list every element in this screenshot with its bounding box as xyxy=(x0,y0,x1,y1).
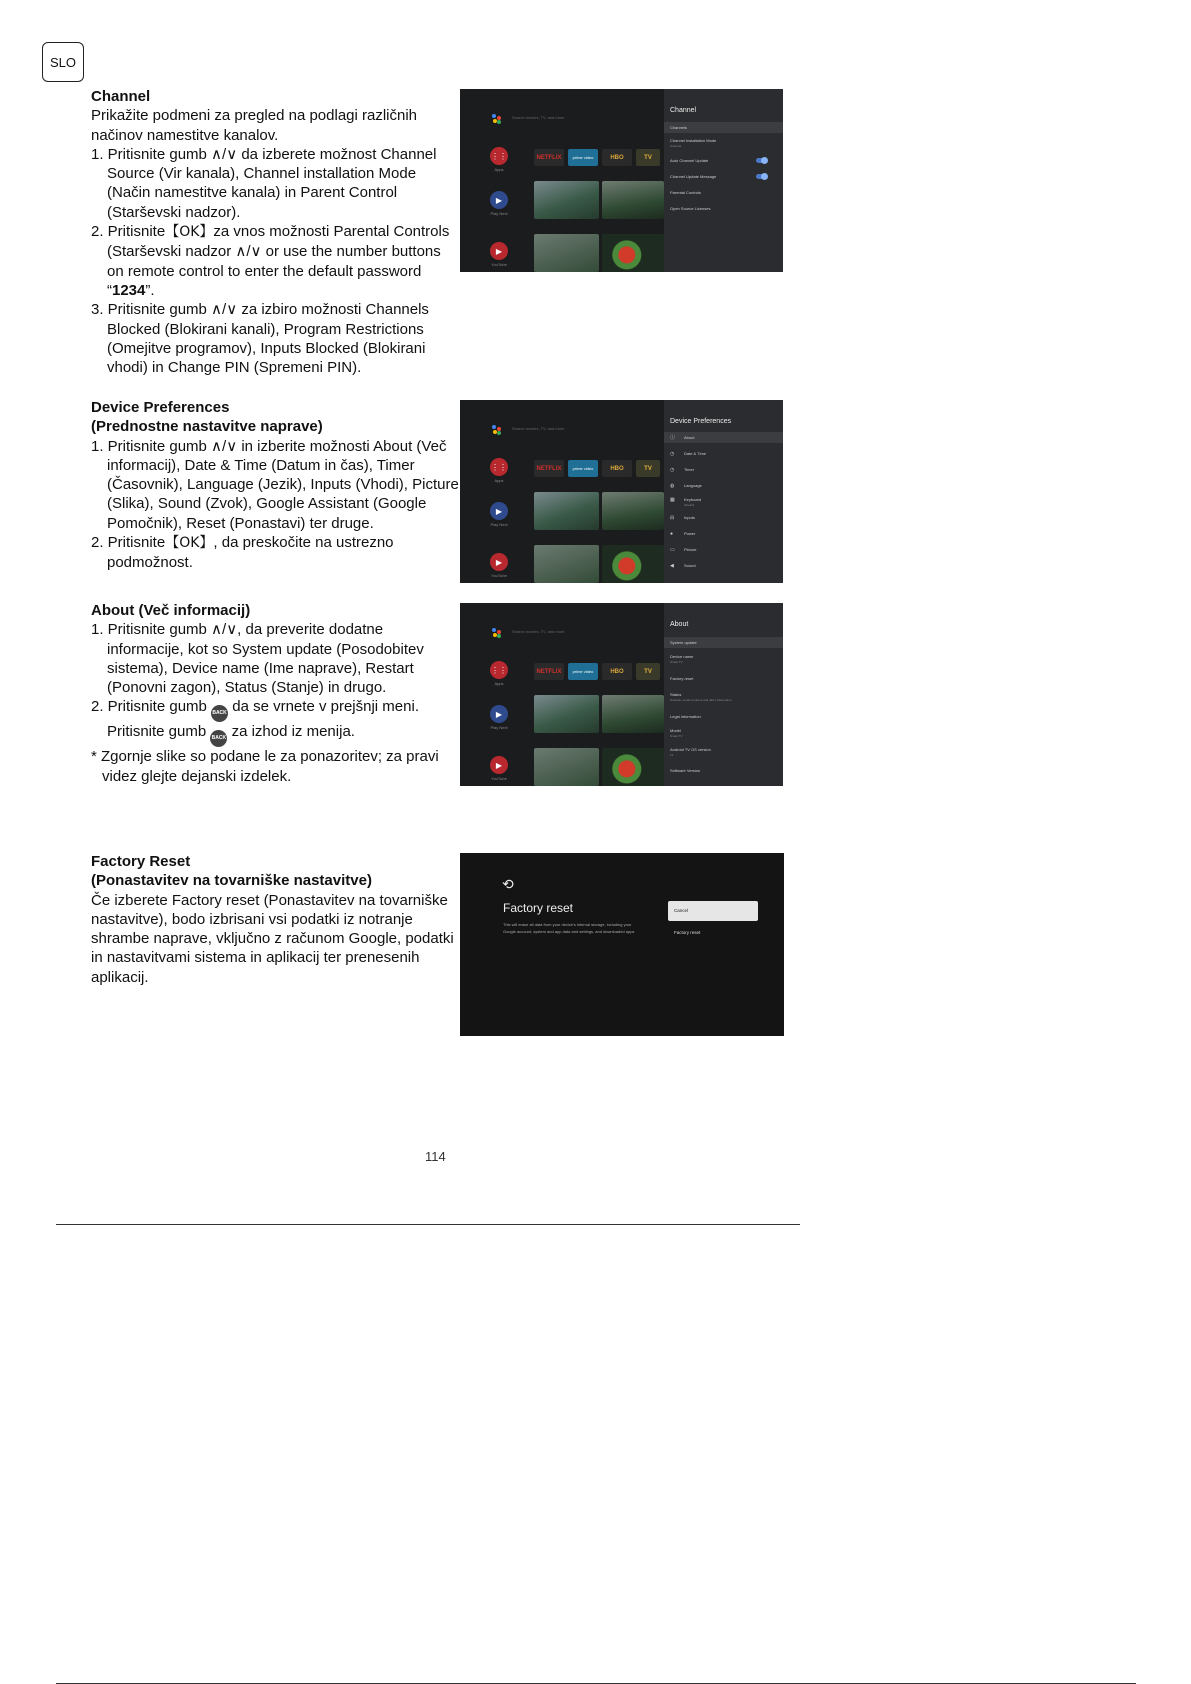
menu-item-licenses[interactable] xyxy=(664,203,783,214)
youtube-icon: ▶ xyxy=(490,756,508,774)
menu-item-language[interactable] xyxy=(664,480,783,491)
menu-item-label: Status xyxy=(670,692,682,697)
apps-label: Apps xyxy=(494,681,504,686)
menu-item-value: Gboard xyxy=(684,503,695,507)
reset-icon: ⟲ xyxy=(502,877,514,893)
tv-screenshot-factory-reset xyxy=(460,853,784,1036)
search-hint: Search movies, TV, and more xyxy=(512,426,565,431)
lake-thumbnail-2 xyxy=(534,545,599,583)
menu-item-label: About xyxy=(684,435,695,440)
google-assistant-icon xyxy=(492,628,502,638)
apps-label: Apps xyxy=(494,167,504,172)
channel-steps xyxy=(91,145,461,378)
device-prefs-step-1: 1. Pritisnite gumb ∧/∨ in izberite možnosti About (Več informacij), Date & Time (Datum in čas), Timer (Časovnik), Language (Jezik), Inputs (Vhodi), Picture (Slika), Sound (Zvok), Google Assistant (Google Pomočnik), Reset (Ponastavi) ter druge. xyxy=(91,437,459,532)
google-assistant-icon xyxy=(492,425,502,435)
apps-icon: ⋮⋮ xyxy=(490,458,508,476)
play-icon: ▶ xyxy=(490,502,508,520)
menu-item-model[interactable] xyxy=(664,727,783,741)
menu-item-label: Parental Controls xyxy=(670,190,701,195)
play-next-shortcut xyxy=(488,502,510,527)
menu-item-label: Device name xyxy=(670,654,694,659)
channel-section xyxy=(91,87,461,377)
parrot-thumbnail xyxy=(602,748,664,786)
factory-reset-section xyxy=(91,852,461,987)
youtube-shortcut xyxy=(488,756,510,781)
play-next-label: Play Next xyxy=(490,522,508,527)
lake-thumbnail-2 xyxy=(534,748,599,786)
step-text: za vnos možnosti Parental Controls (Starševski nadzor ∧/∨ or use the number buttons on remote control to enter the default password “ xyxy=(107,223,450,299)
tv-screenshot-about xyxy=(460,603,783,786)
ok-key-label: 【OK】 xyxy=(165,224,214,241)
netflix-tile: NETFLIX xyxy=(534,663,564,680)
panel-title: Device Preferences xyxy=(670,418,732,425)
menu-item-label: Channels xyxy=(670,125,687,130)
menu-item-parental-controls[interactable] xyxy=(664,187,783,198)
menu-item-label: Power xyxy=(684,531,696,536)
parrot-thumbnail xyxy=(602,234,664,272)
power-icon: ● xyxy=(670,531,674,537)
tv-tile: TV xyxy=(636,663,660,680)
prime-tile: prime video xyxy=(568,460,598,477)
factory-reset-title: Factory reset xyxy=(503,901,574,915)
menu-item-label: Factory reset xyxy=(670,676,694,681)
step-text: , da preskočite na ustrezno podmožnost. xyxy=(107,534,394,572)
step-text: Pritisnite gumb xyxy=(107,723,207,741)
forest-thumbnail xyxy=(602,492,664,530)
youtube-label: YouTube xyxy=(491,573,507,578)
globe-icon: ◍ xyxy=(670,483,675,489)
menu-item-channels[interactable] xyxy=(664,122,783,133)
lake-thumbnail xyxy=(534,181,599,219)
tv-screenshot-channel xyxy=(460,89,783,272)
device-preferences-section xyxy=(91,398,461,573)
menu-item-label: Channel Update Message xyxy=(670,174,717,179)
youtube-shortcut xyxy=(488,242,510,267)
lake-thumbnail-2 xyxy=(534,234,599,272)
netflix-tile: NETFLIX xyxy=(534,460,564,477)
channel-step-1: 1. Pritisnite gumb ∧/∨ da izberete možnost Channel Source (Vir kanala), Channel installation Mode (Način namestitve kanala) in Parent Control (Starševski nadzor). xyxy=(91,145,437,221)
play-next-shortcut xyxy=(488,191,510,216)
apps-shortcut xyxy=(488,147,510,172)
about-step-2 xyxy=(91,697,461,747)
speaker-icon: ◀ xyxy=(670,563,674,569)
lake-thumbnail xyxy=(534,492,599,530)
hbo-tile: HBO xyxy=(602,663,632,680)
prime-tile: prime video xyxy=(568,149,598,166)
menu-item-timer[interactable] xyxy=(664,464,783,475)
menu-item-label: Language xyxy=(684,483,702,488)
panel-title: About xyxy=(670,621,689,628)
menu-item-inputs[interactable] xyxy=(664,512,783,523)
factory-body: Če izberete Factory reset (Ponastavitev na tovarniške nastavitve), bodo izbrisani vsi podatki iz notranje shrambe naprave, vključno z računom Google, podatki in nastavitvami sistema in aplikacij ter prenesenih aplikacij. xyxy=(91,891,454,986)
menu-item-label: Sound xyxy=(684,563,696,568)
lake-thumbnail xyxy=(534,695,599,733)
clock-icon: ◷ xyxy=(670,451,675,457)
forest-thumbnail xyxy=(602,695,664,733)
menu-item-value: Antenna xyxy=(670,144,682,148)
keyboard-icon: ▦ xyxy=(670,497,675,503)
step-text: ”. xyxy=(145,281,155,299)
default-password: 1234 xyxy=(112,281,146,299)
menu-item-about[interactable] xyxy=(664,432,783,443)
channel-step-2 xyxy=(91,222,461,300)
factory-heading: Factory Reset xyxy=(91,853,191,870)
youtube-icon: ▶ xyxy=(490,242,508,260)
menu-item-status[interactable] xyxy=(664,691,783,705)
menu-item-label: Auto Channel Update xyxy=(670,158,709,163)
about-step-1: 1. Pritisnite gumb ∧/∨, da preverite dodatne informacije, kot so System update (Posodobitev sistema), Device name (Ime naprave), Restart (Ponovni zagon), Status (Stanje) in drugo. xyxy=(91,621,424,697)
menu-item-label: Keyboard xyxy=(684,497,702,502)
menu-item-label: Picture xyxy=(684,547,697,552)
step-text: za izhod iz menija. xyxy=(231,723,355,741)
search-hint: Search movies, TV, and more xyxy=(512,629,565,634)
menu-item-installation-mode[interactable] xyxy=(664,137,783,151)
back-button-icon: BACK xyxy=(210,730,227,747)
input-icon: ⊟ xyxy=(670,515,675,521)
search-hint: Search movies, TV, and more xyxy=(512,115,565,120)
step-text: 2. Pritisnite gumb xyxy=(91,698,207,716)
factory-reset-option[interactable]: Factory reset xyxy=(674,930,701,935)
menu-item-factory-reset[interactable] xyxy=(664,673,783,684)
menu-item-label: Timer xyxy=(684,467,695,472)
netflix-tile: NETFLIX xyxy=(534,149,564,166)
forest-thumbnail xyxy=(602,181,664,219)
menu-item-label: System update xyxy=(670,640,697,645)
channel-panel xyxy=(664,89,783,272)
menu-item-power[interactable] xyxy=(664,528,783,539)
apps-shortcut xyxy=(488,458,510,483)
illustration-note: * Zgornje slike so podane le za ponazoritev; za pravi videz glejte dejanski izdelek. xyxy=(91,748,439,785)
hbo-tile: HBO xyxy=(602,460,632,477)
device-prefs-subheading: (Prednostne nastavitve naprave) xyxy=(91,418,323,436)
menu-item-label: Inputs xyxy=(684,515,695,520)
play-next-label: Play Next xyxy=(490,725,508,730)
channel-step-3: 3. Pritisnite gumb ∧/∨ za izbiro možnosti Channels Blocked (Blokirani kanali), Program Restrictions (Omejitve programov), Inputs Blocked (Blokirani vhodi) in Change PIN (Spremeni PIN). xyxy=(91,301,429,377)
timer-icon: ◷ xyxy=(670,467,675,473)
menu-item-date-time[interactable] xyxy=(664,448,783,459)
device-prefs-steps xyxy=(91,437,461,573)
menu-item-picture[interactable] xyxy=(664,544,783,555)
menu-item-value: Smart TV xyxy=(670,734,683,738)
page-number: 114 xyxy=(425,1149,446,1164)
menu-item-legal[interactable] xyxy=(664,711,783,722)
step-text: da se vrnete v prejšnji meni. xyxy=(232,698,419,716)
device-preferences-panel xyxy=(664,400,783,583)
youtube-label: YouTube xyxy=(491,776,507,781)
menu-item-label: Software Version xyxy=(670,768,701,773)
menu-item-label: Channel Installation Mode xyxy=(670,138,717,143)
menu-item-label: Date & Time xyxy=(684,451,707,456)
channel-heading: Channel xyxy=(91,88,151,105)
youtube-icon: ▶ xyxy=(490,553,508,571)
menu-item-value: Network, serial numbers and other information xyxy=(670,698,732,702)
panel-title: Channel xyxy=(670,107,697,114)
step-text: 2. Pritisnite xyxy=(91,223,166,241)
menu-item-value: Smart TV xyxy=(670,660,683,664)
menu-item-sound[interactable] xyxy=(664,560,783,571)
device-prefs-step-2 xyxy=(91,533,461,573)
device-prefs-heading: Device Preferences xyxy=(91,399,230,416)
youtube-label: YouTube xyxy=(491,262,507,267)
toggle-switch[interactable] xyxy=(756,174,767,179)
about-panel xyxy=(664,603,783,786)
step-text: 2. Pritisnite xyxy=(91,534,166,552)
apps-icon: ⋮⋮ xyxy=(490,661,508,679)
menu-item-update-message[interactable] xyxy=(664,171,783,182)
play-next-label: Play Next xyxy=(490,211,508,216)
apps-shortcut xyxy=(488,661,510,686)
google-assistant-icon xyxy=(492,114,502,124)
back-button-icon: BACK xyxy=(211,705,228,722)
divider xyxy=(56,1224,800,1225)
menu-item-auto-update[interactable] xyxy=(664,155,783,166)
menu-item-keyboard[interactable] xyxy=(664,496,783,510)
youtube-shortcut xyxy=(488,553,510,578)
menu-item-system-update[interactable] xyxy=(664,637,783,648)
menu-item-label: Model xyxy=(670,728,681,733)
toggle-switch[interactable] xyxy=(756,158,767,163)
menu-item-device-name[interactable] xyxy=(664,653,783,667)
menu-item-software-version[interactable] xyxy=(664,765,783,776)
about-heading: About (Več informacij) xyxy=(91,602,251,619)
menu-item-value: 11 xyxy=(670,753,674,757)
cancel-option[interactable]: Cancel xyxy=(668,901,758,921)
factory-subheading: (Ponastavitev na tovarniške nastavitve) xyxy=(91,872,372,890)
apps-label: Apps xyxy=(494,478,504,483)
hbo-tile: HBO xyxy=(602,149,632,166)
prime-tile: prime video xyxy=(568,663,598,680)
menu-item-label: Android TV OS version xyxy=(670,747,711,752)
play-icon: ▶ xyxy=(490,705,508,723)
menu-item-android-version[interactable] xyxy=(664,746,783,760)
monitor-icon: ▭ xyxy=(670,547,675,553)
about-steps xyxy=(91,620,461,747)
factory-reset-description: This will erase all data from your device's internal storage, including your Google account, system and app data and settings, and downloaded apps xyxy=(503,922,635,934)
tv-screenshot-device-preferences xyxy=(460,400,783,583)
channel-intro: Prikažite podmeni za pregled na podlagi različnih načinov namestitve kanalov. xyxy=(91,107,418,144)
info-icon: ⓘ xyxy=(670,435,676,441)
tv-tile: TV xyxy=(636,149,660,166)
apps-icon: ⋮⋮ xyxy=(490,147,508,165)
about-section xyxy=(91,601,461,786)
ok-key-label: 【OK】 xyxy=(165,535,214,552)
tv-tile: TV xyxy=(636,460,660,477)
language-tab: SLO xyxy=(42,42,84,82)
menu-item-label: Legal information xyxy=(670,714,701,719)
play-next-shortcut xyxy=(488,705,510,730)
parrot-thumbnail xyxy=(602,545,664,583)
menu-item-label: Open Source Licenses xyxy=(670,206,711,211)
play-icon: ▶ xyxy=(490,191,508,209)
